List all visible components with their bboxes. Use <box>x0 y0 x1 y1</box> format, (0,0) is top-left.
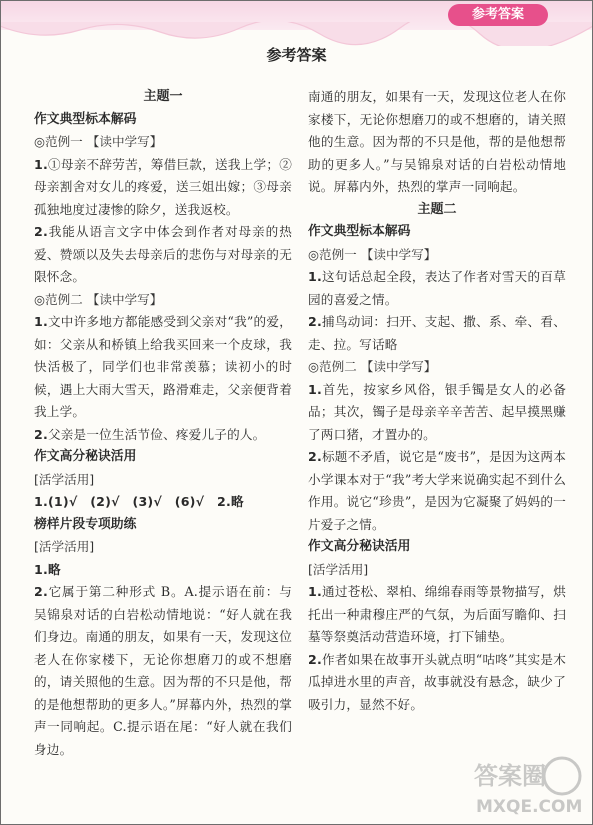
answer-line: 1.(1)√ (2)√ (3)√ (6)√ 2.略 <box>34 494 244 509</box>
practice-label: [活学活用] <box>34 471 95 487</box>
page-title: 参考答案 <box>266 46 327 64</box>
example-label: ◎范例一 【读中学写】 <box>34 134 163 149</box>
answer-paragraph: 南通的朋友，如果有一天，发现这位老人在你家楼下，无论你想磨刀的或不想磨的，请关照他的生意。因为帮的不只是他，帮的是他想帮助的更多人。”与吴锦泉对话的白岩松动情地说。屏幕内外，热烈的掌声一同响起。 <box>308 89 566 194</box>
answer-paragraph: 1.首先，按家乡风俗，银手镯是女人的必备品；其次，镯子是母亲辛辛苦苦、起早摸黑赚了两口猪，才置办的。 <box>308 381 566 442</box>
right-column <box>308 86 566 716</box>
answer-line: 1.略 <box>34 561 61 577</box>
practice-label: [活学活用] <box>308 561 369 577</box>
answer-paragraph: 1.文中许多地方都能感受到父亲对“我”的爱，如：父亲从和桥镇上给我买回来一个皮球，我快活极了，同学们也非常羡慕；读初小的时候，遇上大雨大雪天，路滑难走，父亲便背着我上学。 <box>34 314 292 419</box>
answer-paragraph: 1.通过苍松、翠柏、绵绵春雨等景物描写，烘托出一种肃穆庄严的气氛，为后面写瞻仰、扫墓等祭奠活动营造环境，打下铺垫。 <box>308 584 566 644</box>
topic-heading: 主题一 <box>143 89 183 104</box>
section-heading: 榜样片段专项助练 <box>34 516 137 532</box>
section-heading: 作文高分秘诀活用 <box>34 449 137 464</box>
left-column <box>34 86 292 761</box>
watermark-text: 答案圈 <box>474 762 546 790</box>
watermark-logo <box>470 752 588 818</box>
section-heading: 作文典型标本解码 <box>308 224 411 239</box>
answer-paragraph: 2.捕鸟动词：扫开、支起、撒、系、牵、看、走、拉。写话略 <box>308 314 566 352</box>
watermark-url: MXQE.COM <box>476 797 583 817</box>
answer-paragraph: 2.标题不矛盾，说它是“废书”，是因为这两本小学课本对于“我”考大学来说确实起不到什么作用。说它“珍贵”，是因为它凝聚了妈妈的一片爱子之情。 <box>308 449 566 532</box>
example-label: ◎范例二 【读中学写】 <box>308 359 437 374</box>
section-heading: 作文典型标本解码 <box>34 111 137 127</box>
example-label: ◎范例二 【读中学写】 <box>34 291 163 307</box>
answer-paragraph: 1.这句话总起全段，表达了作者对雪天的百草园的喜爱之情。 <box>308 269 566 307</box>
practice-label: [活学活用] <box>34 539 95 554</box>
answer-paragraph: 2.它属于第二种形式 B。A.提示语在前：与吴锦泉对话的白岩松动情地说：“好人就在我们身边。南通的朋友，如果有一天，发现这位老人在你家楼下，无论你想磨刀的或不想磨的，请关照他的生意。因为帮的不只是他，帮的是他想帮助的更多人。”屏幕内外，热烈的掌声一同响起。C.提示语在尾：“好人就在我们身边。 <box>34 584 292 757</box>
answer-paragraph: 2.作者如果在故事开头就点明“咕咚”其实是木瓜掉进水里的声音，故事就没有悬念，缺少了吸引力，显然不好。 <box>308 651 566 712</box>
example-label: ◎范例一 【读中学写】 <box>308 246 437 262</box>
section-heading: 作文高分秘诀活用 <box>308 539 411 554</box>
topic-heading: 主题二 <box>417 201 457 217</box>
answer-paragraph: 2.父亲是一位生活节俭、疼爱儿子的人。 <box>34 426 266 442</box>
answer-paragraph: 2.我能从语言文字中体会到作者对母亲的热爱、赞颂以及失去母亲后的悲伤与对母亲的无限怀念。 <box>34 224 292 284</box>
answer-badge: 参考答案 <box>448 4 548 26</box>
answer-paragraph: 1.①母亲不辞劳苦，筹借巨款，送我上学；②母亲割舍对女儿的疼爱，送三姐出嫁；③母亲孤独地度过凄惨的除夕，送我返校。 <box>34 156 292 217</box>
